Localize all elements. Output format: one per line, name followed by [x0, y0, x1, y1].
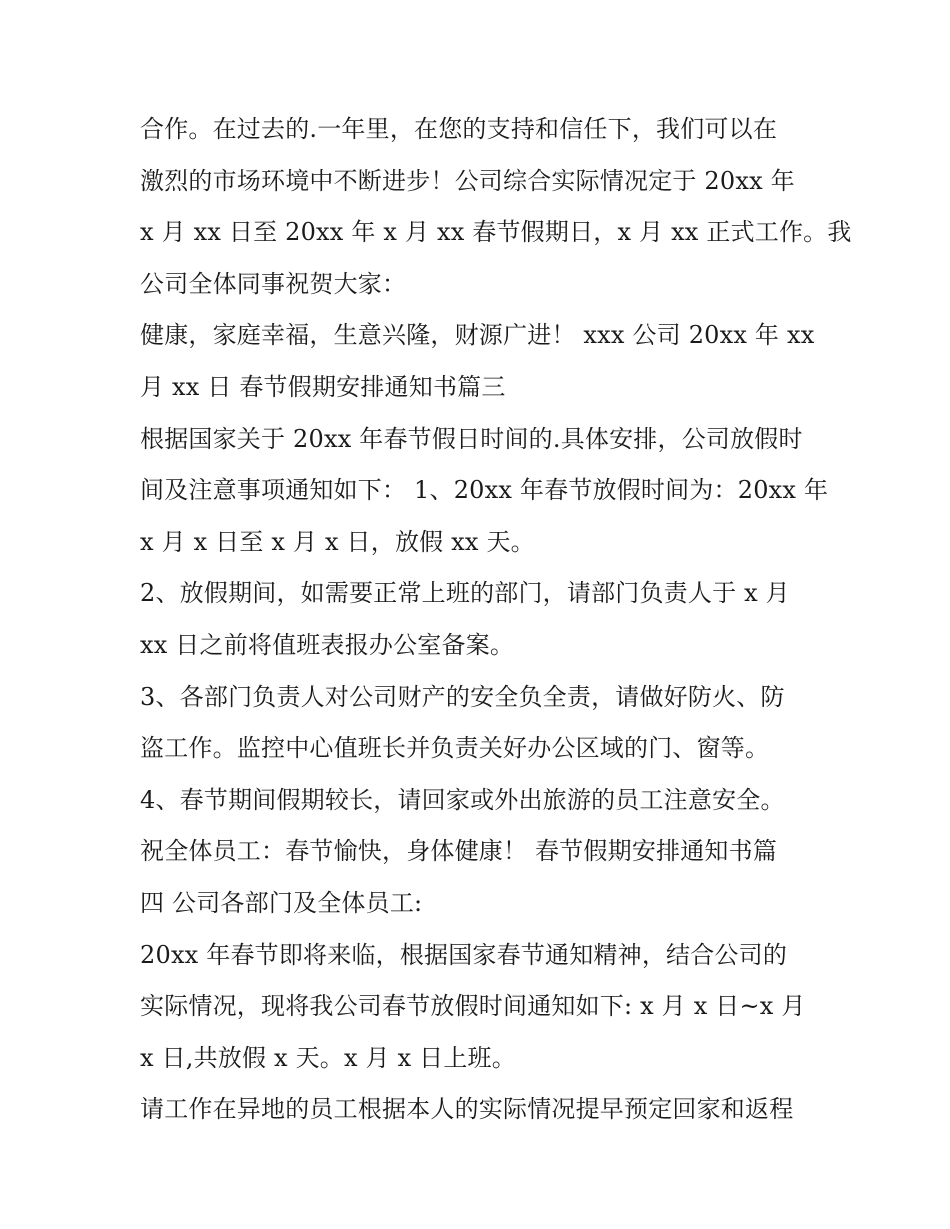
text-line: 实际情况，现将我公司春节放假时间通知如下: x 月 x 日~x 月 [140, 992, 806, 1021]
text-line: x 日,共放假 x 天。x 月 x 日上班。 [140, 1043, 516, 1072]
text-line: 合作。在过去的.一年里，在您的支持和信任下，我们可以在 [140, 115, 778, 143]
text-line: 月 xx 日 春节假期安排通知书篇三 [140, 372, 506, 401]
text-line: 请工作在异地的员工根据本人的实际情况提早预定回家和返程 [140, 1095, 794, 1124]
text-line: 激烈的市场环境中不断进步！公司综合实际情况定于 20xx 年 [140, 166, 795, 195]
text-line: 四 公司各部门及全体员工: [140, 888, 423, 917]
text-line: 2、放假期间，如需要正常上班的部门，请部门负责人于 x 月 [140, 579, 790, 608]
text-line: xx 日之前将值班表报办公室备案。 [140, 630, 515, 659]
text-line: x 月 xx 日至 20xx 年 x 月 xx 春节假期日，x 月 xx 正式工作。我 [140, 218, 852, 247]
text-line: 3、各部门负责人对公司财产的安全负全责，请做好防火、防 [140, 682, 785, 711]
text-line: x 月 x 日至 x 月 x 日，放假 xx 天。 [140, 527, 535, 556]
document-body [140, 104, 852, 1136]
text-line: 盗工作。监控中心值班长并负责关好办公区域的门、窗等。 [140, 734, 770, 763]
text-line: 20xx 年春节即将来临，根据国家春节通知精神，结合公司的 [140, 940, 788, 969]
text-line: 公司全体同事祝贺大家： [140, 269, 407, 298]
text-line: 祝全体员工：春节愉快，身体健康！ 春节假期安排通知书篇 [140, 837, 778, 866]
text-line: 间及注意事项通知如下： 1、20xx 年春节放假时间为：20xx 年 [140, 476, 829, 505]
text-line: 4、春节期间假期较长，请回家或外出旅游的员工注意安全。 [140, 785, 785, 814]
text-line: 根据国家关于 20xx 年春节假日时间的.具体安排，公司放假时 [140, 424, 803, 453]
text-line: 健康，家庭幸福，生意兴隆，财源广进！ xxx 公司 20xx 年 xx [140, 321, 815, 350]
